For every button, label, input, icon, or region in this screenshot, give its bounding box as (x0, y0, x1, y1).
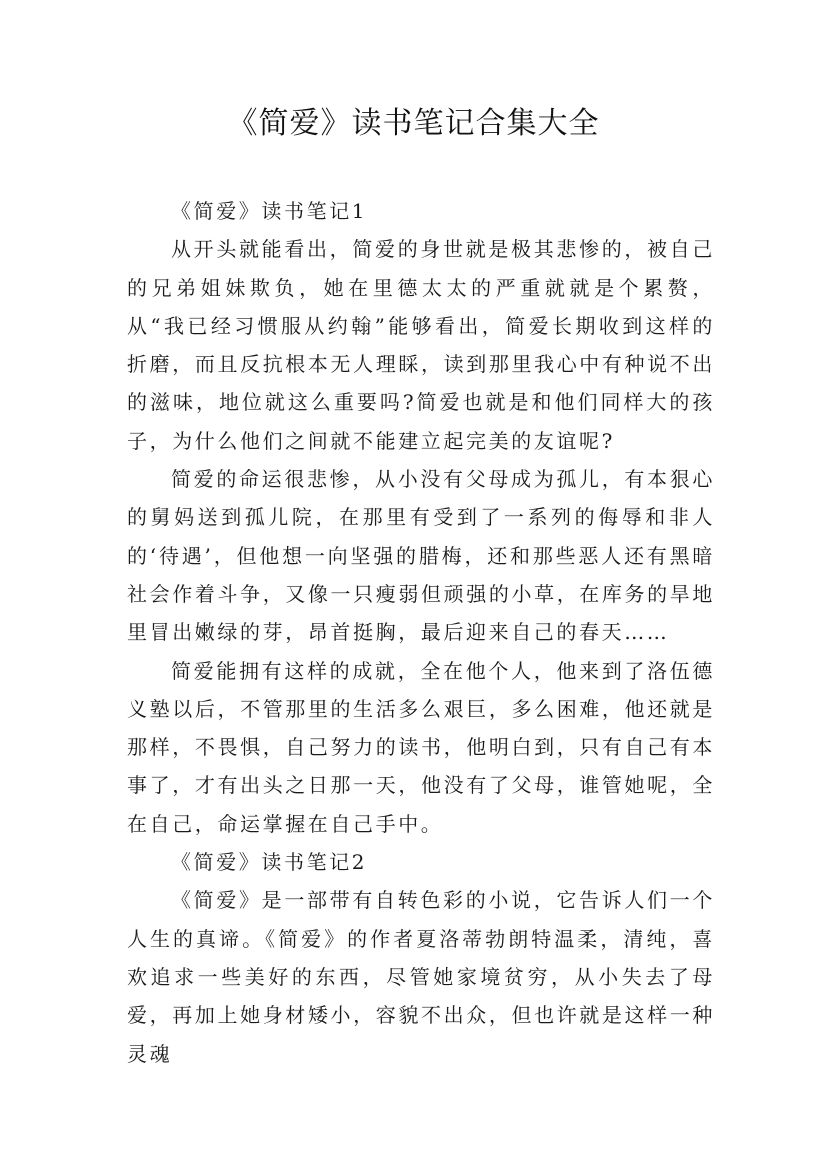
section-heading: 《简爱》读书笔记2 (171, 850, 368, 875)
paragraph: 简爱能拥有这样的成就，全在他个人，他来到了洛伍德义塾以后，不管那里的生活多么艰巨，多么困难，他还就是那样，不畏惧，自己努力的读书，他明白到，只有自己有本事了，才有出头之日那一天，他没有了父母，谁管她呢，全在自己，命运掌握在自己手中。 (127, 658, 715, 836)
paragraph: 《简爱》是一部带有自转色彩的小说，它告诉人们一个人生的真谛。《简爱》的作者夏洛蒂勃朗特温柔，清纯，喜欢追求一些美好的东西，尽管她家境贫穷，从小失去了母爱，再加上她身材矮小，容貌不出众，但也许就是这样一种灵魂 (127, 888, 715, 1066)
document-body (127, 192, 715, 1073)
section-heading: 《简爱》读书笔记1 (171, 199, 368, 223)
paragraph: 简爱的命运很悲惨，从小没有父母成为孤儿，有本狠心的舅妈送到孤儿院，在那里有受到了一系列的侮辱和非人的‘待遇’，但他想一向坚强的腊梅，还和那些恶人还有黑暗社会作着斗争，又像一只瘦弱但顽强的小草，在库务的旱地里冒出嫩绿的芽，昂首挺胸，最后迎来自己的春天…… (127, 467, 715, 645)
document-title: 《简爱》读书笔记合集大全 (227, 106, 600, 141)
section-1 (127, 192, 715, 843)
section-2 (127, 843, 715, 1073)
paragraph: 从开头就能看出，简爱的身世就是极其悲惨的，被自己的兄弟姐妹欺负，她在里德太太的严重就就是个累赘，从“我已经习惯服从约翰”能够看出，简爱长期收到这样的折磨，而且反抗根本无人理睬，读到那里我心中有种说不出的滋味，地位就这么重要吗?简爱也就是和他们同样大的孩子，为什么他们之间就不能建立起完美的友谊呢? (127, 237, 715, 453)
